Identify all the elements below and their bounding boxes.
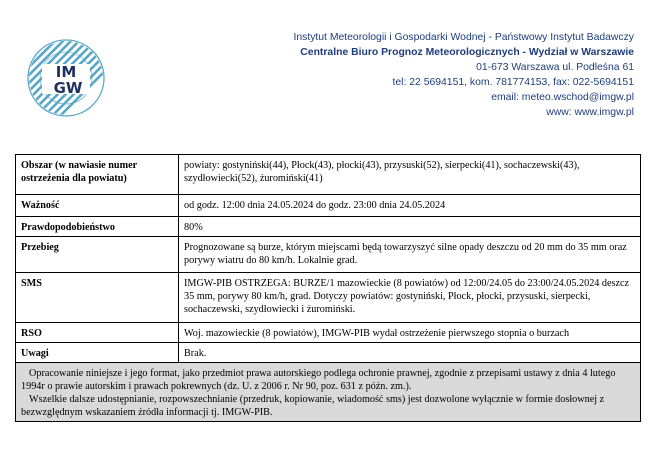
row-label-sms: SMS — [16, 273, 179, 323]
logo-text-top: IM — [55, 63, 77, 81]
row-value-rso: Woj. mazowieckie (8 powiatów), IMGW-PIB wydał ostrzeżenie pierwszego stopnia o burzach — [179, 323, 641, 343]
institute-name: Instytut Meteorologii i Gospodarki Wodnej - Państwowy Instytut Badawczy — [293, 32, 634, 43]
row-value-remarks: Brak. — [179, 343, 641, 363]
bureau-name: Centralne Biuro Prognoz Meteorologicznych - Wydział w Warszawie — [300, 47, 634, 58]
row-label-probability: Prawdopodobieństwo — [16, 217, 179, 237]
table-row — [16, 217, 641, 237]
row-value-course: Prognozowane są burze, którym miejscami będą towarzyszyć silne opady deszczu od 20 mm do 35 mm oraz porywy wiatru do 80 km/h. Lokalnie grad. — [179, 237, 641, 273]
table-row — [16, 273, 641, 323]
table-row — [16, 155, 641, 195]
table-row — [16, 195, 641, 217]
row-value-area: powiaty: gostyniński(44), Płock(43), płocki(43), przysuski(52), sierpecki(41), sochaczewski(43), szydłowiecki(52), żuromiński(41) — [179, 155, 641, 195]
logo-text-bottom: GW — [53, 79, 83, 97]
institute-header — [293, 30, 634, 120]
imgw-logo — [26, 28, 106, 128]
row-value-validity: od godz. 12:00 dnia 24.05.2024 do godz. 23:00 dnia 24.05.2024 — [179, 195, 641, 217]
row-label-area: Obszar (w nawiasie numer ostrzeżenia dla powiatu) — [16, 155, 179, 195]
address: 01-673 Warszawa ul. Podleśna 61 — [476, 62, 634, 73]
email[interactable]: email: meteo.wschod@imgw.pl — [491, 92, 634, 103]
copyright-text-1: Opracowanie niniejsze i jego format, jako przedmiot prawa autorskiego podlega ochronie prawnej, zgodnie z przepisami ustawy z dnia 4 lutego 1994r o prawie autorskim i prawach pokrewnych (dz. U. z 2006 r. Nr 90, poz. 631 z późn. zm.). — [21, 368, 616, 392]
copyright-row — [16, 363, 641, 422]
row-label-remarks: Uwagi — [16, 343, 179, 363]
row-label-validity: Ważność — [16, 195, 179, 217]
copyright-note — [16, 363, 641, 422]
phone: tel: 22 5694151, kom. 781774153, fax: 022-5694151 — [392, 77, 634, 88]
row-value-sms: IMGW-PIB OSTRZEGA: BURZE/1 mazowieckie (8 powiatów) od 12:00/24.05 do 23:00/24.05.2024 deszcz 35 mm, porywy 80 km/h, grad. Dotyczy powiatów: gostyniński, Płock, płocki, przysuski, sierpecki, sochaczewski, szydłowiecki i żuromiński. — [179, 273, 641, 323]
copyright-text-2: Wszelkie dalsze udostępnianie, rozpowszechnianie (przedruk, kopiowanie, wiadomość sms) jest dozwolone wyłącznie w formie dosłownej z bezwzględnym wskazaniem źródła informacji tj. IMGW-PIB. — [21, 394, 605, 418]
website[interactable]: www: www.imgw.pl — [546, 107, 634, 118]
table-row — [16, 343, 641, 363]
table-row — [16, 323, 641, 343]
warning-table — [15, 154, 641, 422]
row-label-course: Przebieg — [16, 237, 179, 273]
table-row — [16, 237, 641, 273]
row-value-probability: 80% — [179, 217, 641, 237]
row-label-rso: RSO — [16, 323, 179, 343]
